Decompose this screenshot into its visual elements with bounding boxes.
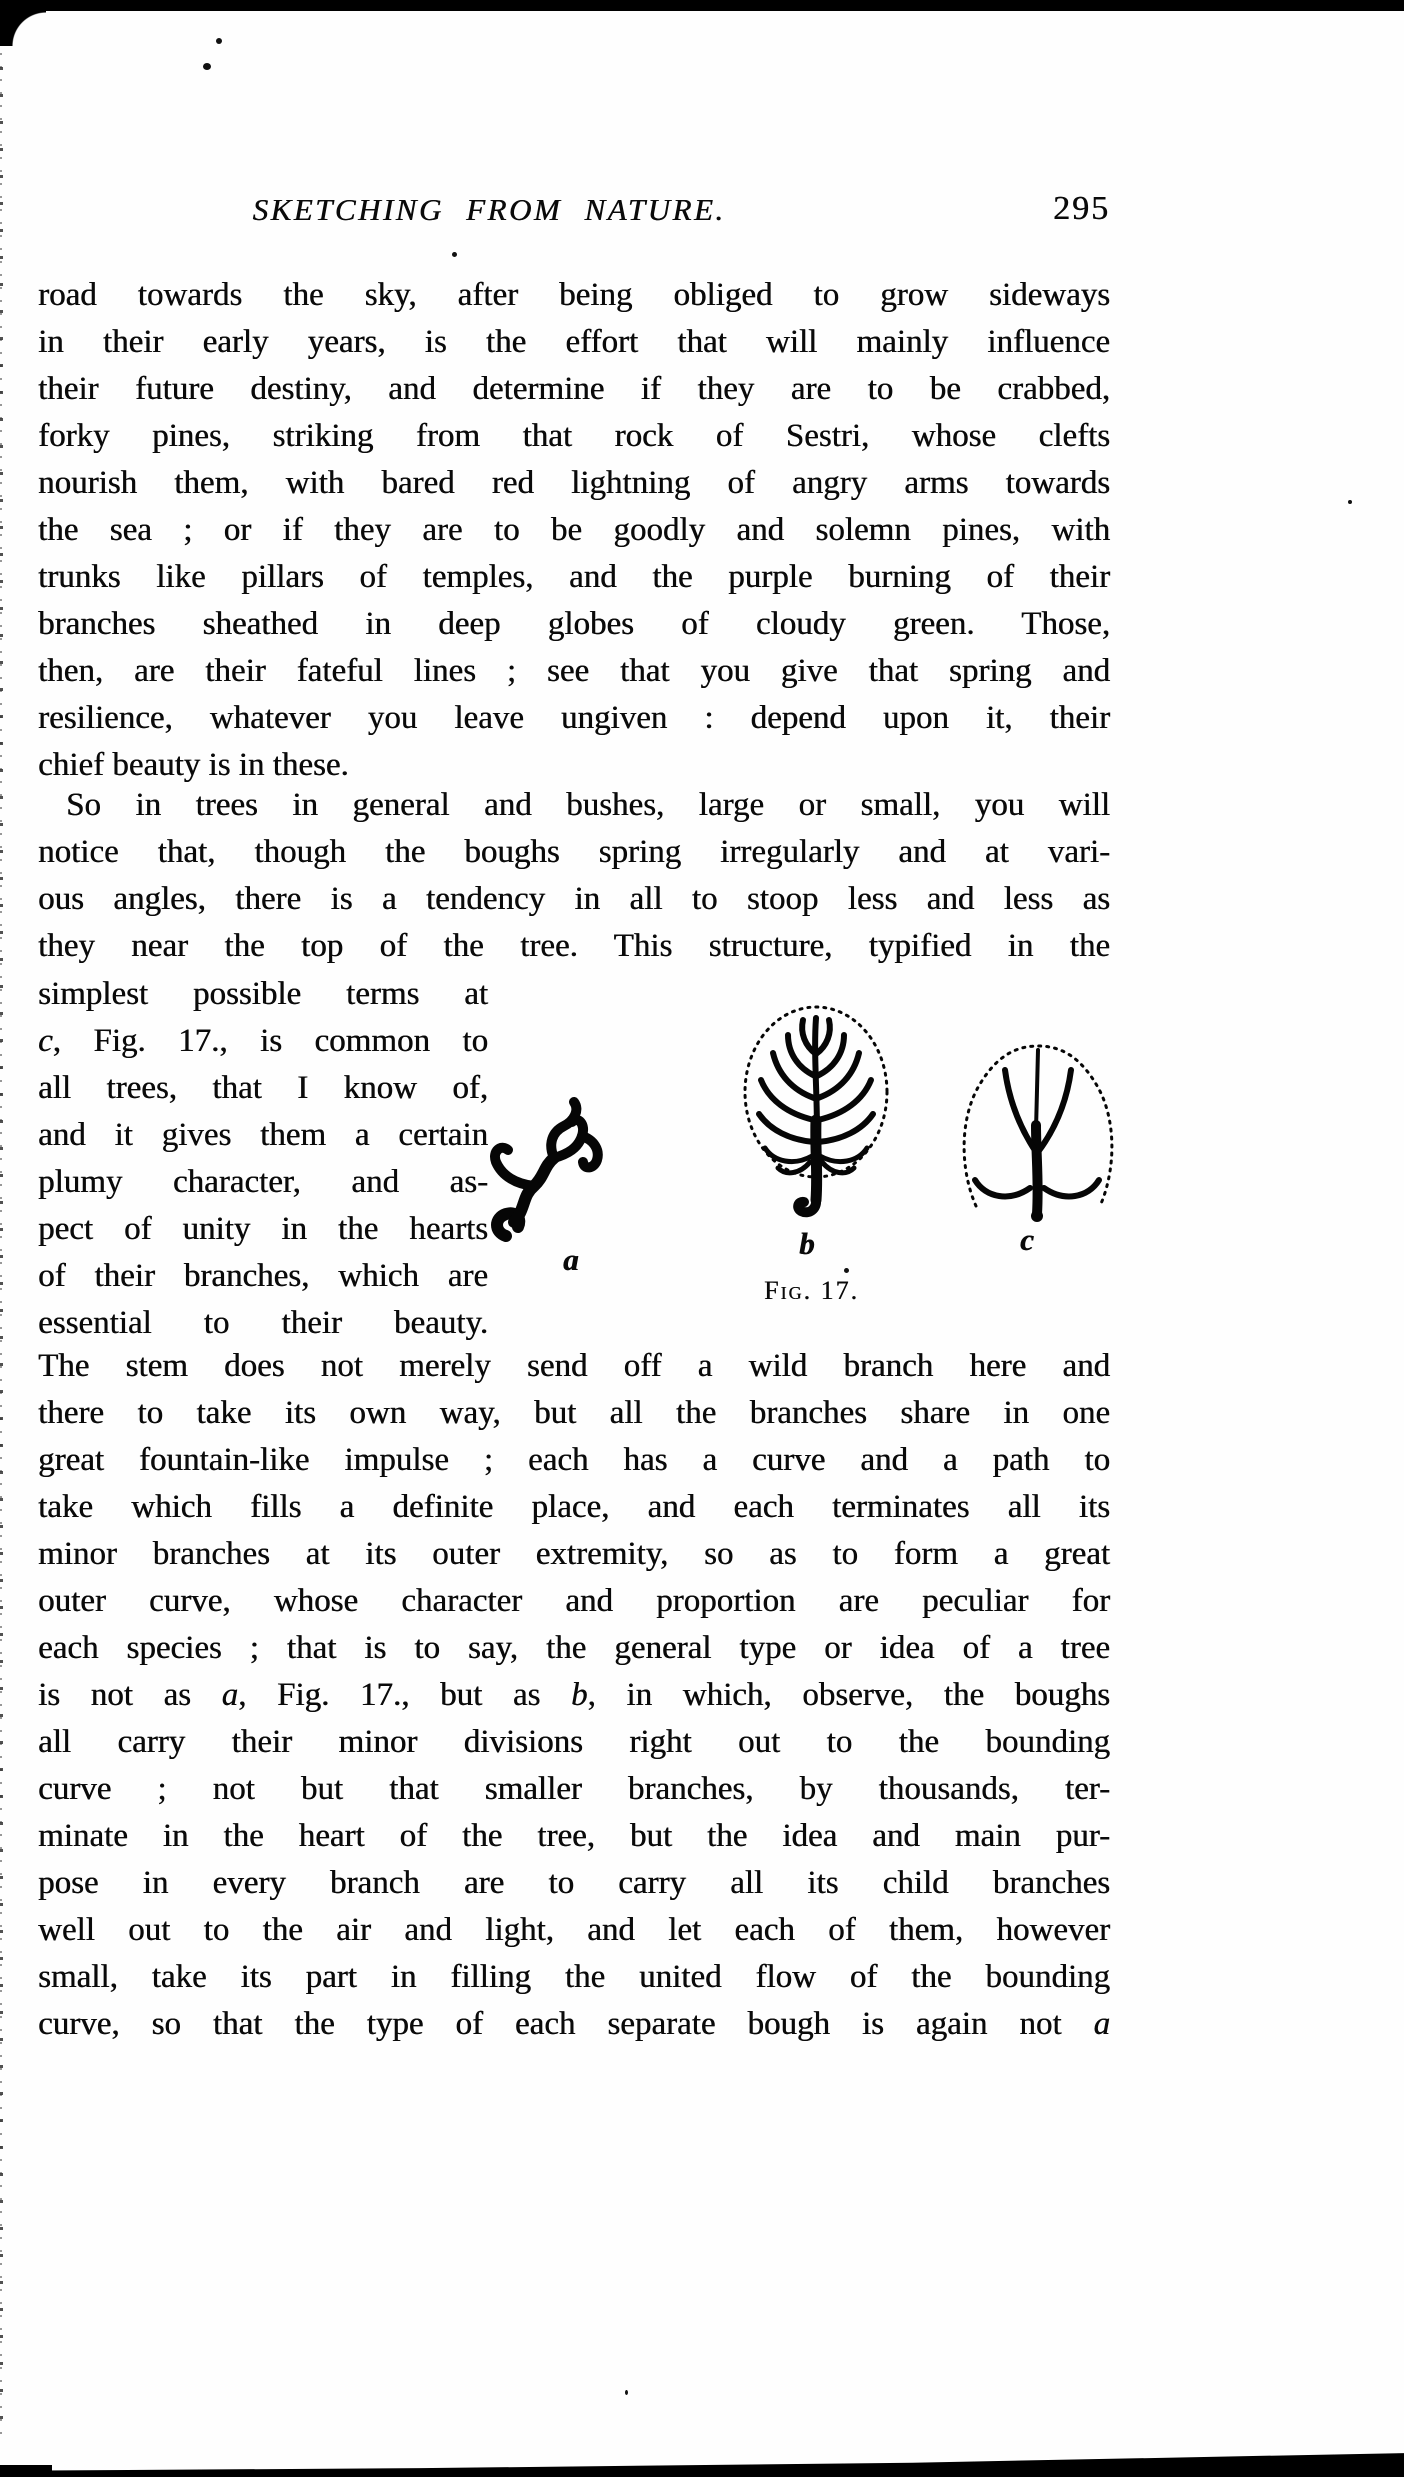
text-line: each species ; that is to say, the general type or idea of a tree bbox=[38, 1630, 1110, 1666]
text-line: all carry their minor divisions right out to the bounding bbox=[38, 1724, 1110, 1760]
text-line: of their branches, which are bbox=[38, 1258, 488, 1294]
text-line: minor branches at its outer extremity, so as to form a great bbox=[38, 1536, 1110, 1572]
text-line: trunks like pillars of temples, and the purple burning of their bbox=[38, 559, 1110, 595]
figure-label-b: b bbox=[799, 1226, 815, 1261]
text-line: ous angles, there is a tendency in all to stoop less and less as bbox=[38, 881, 1110, 917]
text-line: c, Fig. 17., is common to bbox=[38, 1023, 488, 1059]
text-line: then, are their fateful lines ; see that you give that spring and bbox=[38, 653, 1110, 689]
text-line: simplest possible terms at bbox=[38, 976, 488, 1012]
figure-label-c: c bbox=[1020, 1222, 1034, 1257]
text-line: take which fills a definite place, and each terminates all its bbox=[38, 1489, 1110, 1525]
paragraph-1 bbox=[38, 272, 1110, 789]
text-line: minate in the heart of the tree, but the idea and main pur- bbox=[38, 1818, 1110, 1854]
text-line: great fountain-like impulse ; each has a curve and a path to bbox=[38, 1442, 1110, 1478]
page-number: 295 bbox=[1053, 190, 1110, 227]
scan-corner-top-left bbox=[0, 0, 46, 46]
text-line: is not as a, Fig. 17., but as b, in which, observe, the boughs bbox=[38, 1677, 1111, 1713]
text-line: The stem does not merely send off a wild branch here and bbox=[38, 1348, 1110, 1384]
text-line: branches sheathed in deep globes of cloudy green. Those, bbox=[38, 606, 1110, 642]
text-line: curve, so that the type of each separate bough is again not a bbox=[38, 2006, 1110, 2042]
scan-edge-top bbox=[0, 0, 1404, 11]
scan-speck bbox=[1348, 500, 1352, 504]
text-line: and it gives them a certain bbox=[38, 1117, 488, 1153]
sketch-c-tree bbox=[964, 1046, 1112, 1222]
text-line: chief beauty is in these. bbox=[38, 747, 349, 783]
text-line: the sea ; or if they are to be goodly and solemn pines, with bbox=[38, 512, 1110, 548]
text-line: well out to the air and light, and let each of them, however bbox=[38, 1912, 1110, 1948]
paragraph-2-narrow-column bbox=[38, 971, 488, 1347]
paragraph-2 bbox=[38, 782, 1110, 970]
text-line: in their early years, is the effort that will mainly influence bbox=[38, 324, 1110, 360]
figure-caption: Fig. 17. bbox=[764, 1276, 859, 1305]
text-line: road towards the sky, after being obliged to grow sideways bbox=[38, 277, 1110, 313]
text-line: nourish them, with bared red lightning of angry arms towards bbox=[38, 465, 1110, 501]
sketch-b-tree bbox=[745, 1007, 887, 1212]
text-line: forky pines, striking from that rock of Sestri, whose clefts bbox=[38, 418, 1110, 454]
paragraph-3 bbox=[38, 1343, 1110, 2048]
page-header bbox=[38, 192, 1110, 236]
scan-speck bbox=[452, 252, 457, 257]
scan-edge-left-noise bbox=[0, 40, 6, 2440]
text-line: resilience, whatever you leave ungiven : depend upon it, their bbox=[38, 700, 1110, 736]
scan-speck bbox=[216, 38, 222, 44]
sketch-a-branch bbox=[495, 1102, 598, 1236]
figure-label-a: a bbox=[563, 1242, 579, 1277]
text-line: there to take its own way, but all the branches share in one bbox=[38, 1395, 1110, 1431]
text-line: curve ; not but that smaller branches, by thousands, ter- bbox=[38, 1771, 1110, 1807]
text-line: outer curve, whose character and proportion are peculiar for bbox=[38, 1583, 1110, 1619]
text-line: they near the top of the tree. This structure, typified in the bbox=[38, 928, 1110, 964]
text-line: pect of unity in the hearts bbox=[38, 1211, 488, 1247]
text-line: small, take its part in filling the united flow of the bounding bbox=[38, 1959, 1110, 1995]
scan-edge-bottom-left bbox=[0, 2465, 52, 2474]
text-line: So in trees in general and bushes, large or small, you will bbox=[66, 787, 1110, 823]
text-line: plumy character, and as- bbox=[38, 1164, 488, 1200]
text-line: notice that, though the boughs spring irregularly and at vari- bbox=[38, 834, 1110, 870]
scan-speck bbox=[625, 2390, 628, 2395]
scan-edge-bottom bbox=[0, 2451, 1404, 2477]
text-line: all trees, that I know of, bbox=[38, 1070, 488, 1106]
text-line: essential to their beauty. bbox=[38, 1305, 488, 1341]
text-line: their future destiny, and determine if they are to be crabbed, bbox=[38, 371, 1110, 407]
running-title: SKETCHING FROM NATURE. bbox=[252, 192, 726, 227]
scan-speck bbox=[203, 63, 211, 70]
text-line: pose in every branch are to carry all its child branches bbox=[38, 1865, 1110, 1901]
